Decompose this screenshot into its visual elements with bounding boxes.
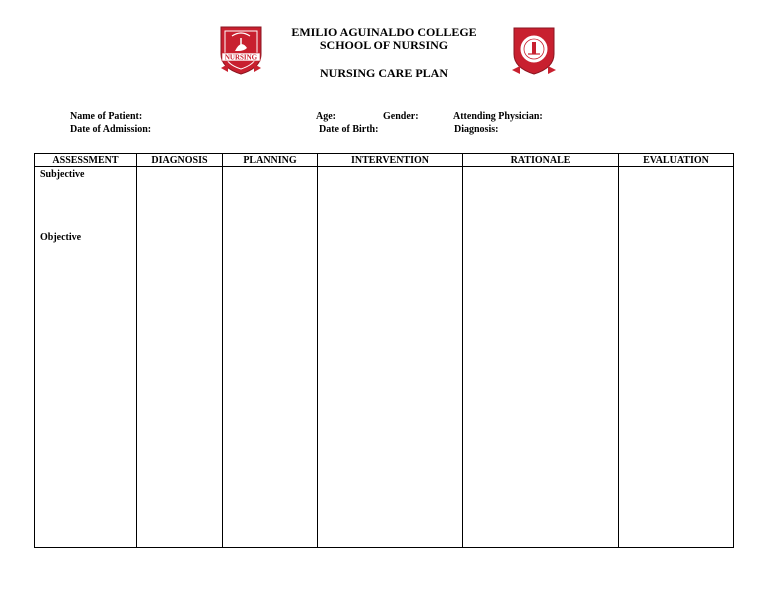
diagnosis-label: Diagnosis: xyxy=(454,124,499,135)
logo-nursing-text: NURSING xyxy=(224,53,258,62)
school-name: SCHOOL OF NURSING xyxy=(319,38,449,52)
diagnosis-cell[interactable] xyxy=(137,167,223,548)
college-seal-logo xyxy=(510,24,558,76)
evaluation-cell[interactable] xyxy=(619,167,734,548)
college-name: EMILIO AGUINALDO COLLEGE xyxy=(291,25,477,39)
care-plan-table xyxy=(34,153,734,548)
page-title: NURSING CARE PLAN xyxy=(319,66,448,80)
column-header-assessment: ASSESSMENT xyxy=(35,154,137,167)
table-header-row xyxy=(35,154,734,167)
patient-name-label: Name of Patient: xyxy=(70,111,143,122)
subjective-label: Subjective xyxy=(40,169,85,180)
table-body-row xyxy=(35,167,734,548)
attending-physician-label: Attending Physician: xyxy=(453,111,543,122)
column-header-rationale: RATIONALE xyxy=(463,154,619,167)
birth-date-label: Date of Birth: xyxy=(319,124,379,135)
gender-label: Gender: xyxy=(383,111,419,122)
age-label: Age: xyxy=(316,111,336,122)
column-header-evaluation: EVALUATION xyxy=(619,154,734,167)
assessment-cell[interactable] xyxy=(35,167,137,548)
column-header-diagnosis: DIAGNOSIS xyxy=(137,154,223,167)
planning-cell[interactable] xyxy=(223,167,318,548)
rationale-cell[interactable] xyxy=(463,167,619,548)
objective-label: Objective xyxy=(40,232,82,243)
column-header-intervention: INTERVENTION xyxy=(318,154,463,167)
admission-date-label: Date of Admission: xyxy=(70,124,152,135)
column-header-planning: PLANNING xyxy=(223,154,318,167)
intervention-cell[interactable] xyxy=(318,167,463,548)
